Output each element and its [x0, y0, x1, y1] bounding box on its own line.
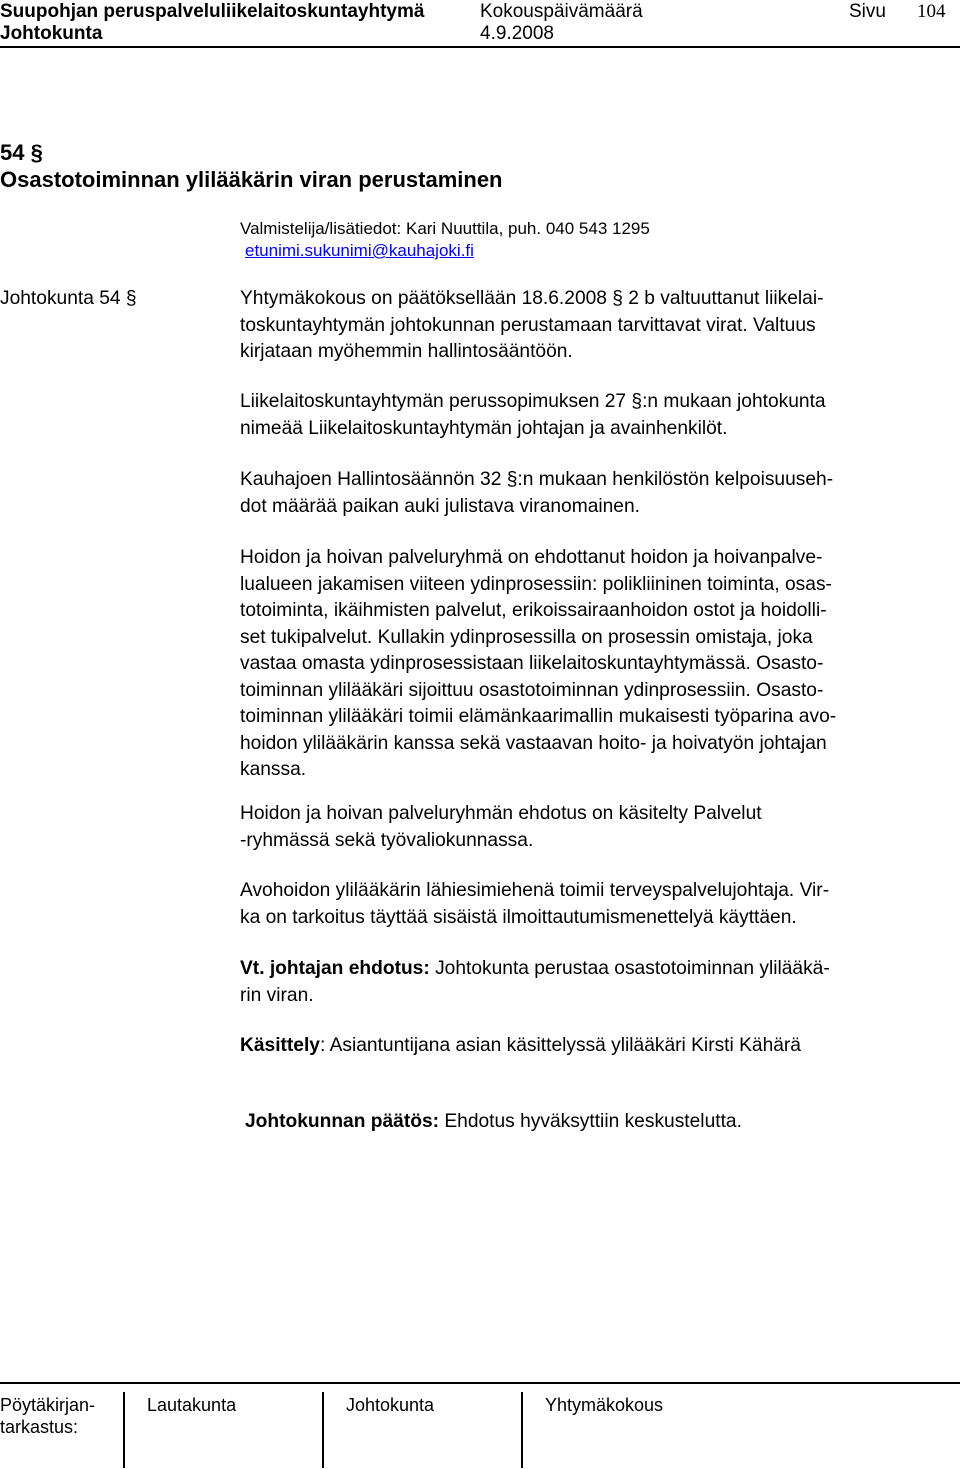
paragraph-6 — [240, 878, 940, 931]
header-org: Suupohjan peruspalveluliikelaitoskuntayhtymä — [0, 1, 425, 22]
preparer-email-link[interactable]: etunimi.sukunimi@kauhajoki.fi — [245, 241, 474, 260]
paragraph-3 — [240, 467, 940, 520]
text-line: Avohoidon ylilääkärin lähiesimiehenä toimii terveyspalvelujohtaja. Vir- — [240, 880, 830, 901]
footer-divider — [521, 1392, 523, 1468]
text-line: Liikelaitoskuntayhtymän perussopimuksen 27 §:n mukaan johtokunta — [240, 391, 826, 412]
text-line: -ryhmässä sekä työvaliokunnassa. — [240, 829, 534, 851]
proposal — [240, 956, 940, 1009]
handling-label: Käsittely — [240, 1035, 320, 1056]
meeting-reference: Johtokunta 54 § — [0, 288, 137, 309]
footer-review-label-2: tarkastus: — [0, 1417, 79, 1437]
header-page-number: 104 — [917, 1, 946, 22]
decision-text: Ehdotus hyväksyttiin keskustelutta. — [439, 1111, 742, 1132]
proposal-line-2: rin viran. — [240, 984, 314, 1006]
text-line: toskuntayhtymän johtokunnan perustamaan tarvittavat virat. Valtuus — [240, 314, 816, 336]
text-line: toiminnan ylilääkäri sijoittuu osastotoiminnan ydinprosessiin. Osasto- — [240, 679, 824, 701]
proposal-text: Johtokunta perustaa osastotoiminnan ylilääkä- — [429, 958, 830, 979]
text-line: toiminnan ylilääkäri toimii elämänkaarimallin mukaisesti työparina avo- — [240, 706, 837, 727]
footer-executive: Johtokunta — [346, 1395, 435, 1415]
footer-rule — [0, 1382, 960, 1384]
text-line: nimeää Liikelaitoskuntayhtymän johtajan ja avainhenkilöt. — [240, 417, 728, 439]
decision-label: Johtokunnan päätös: — [245, 1111, 440, 1132]
decision — [245, 1109, 945, 1136]
paragraph-2 — [240, 389, 940, 442]
footer-review-label: Pöytäkirjan- — [0, 1395, 96, 1415]
header-rule — [0, 46, 960, 48]
text-line: ka on tarkoitus täyttää sisäistä ilmoittautumismenettelyä käyttäen. — [240, 906, 797, 928]
paragraph-1 — [240, 286, 940, 366]
footer-board: Lautakunta — [147, 1395, 237, 1415]
header-date: 4.9.2008 — [480, 23, 554, 44]
paragraph-5 — [240, 801, 940, 854]
text-line: totoiminta, ikäihmisten palvelut, erikoissairaanhoidon ostot ja hoidolli- — [240, 600, 827, 621]
text-line: set tukipalvelut. Kullakin ydinprosessilla on prosessin omistaja, joka — [240, 626, 813, 648]
footer-divider — [322, 1392, 324, 1468]
footer-divider — [123, 1392, 125, 1468]
text-line: hoidon ylilääkärin kanssa sekä vastaavan hoito- ja hoivatyön johtajan — [240, 732, 827, 754]
paragraph-4 — [240, 545, 940, 784]
text-line: kanssa. — [240, 759, 307, 780]
footer-assembly: Yhtymäkokous — [545, 1395, 664, 1415]
section-title: Osastotoiminnan ylilääkärin viran perustaminen — [0, 167, 503, 192]
section-number: 54 § — [0, 140, 43, 165]
text-line: kirjataan myöhemmin hallintosääntöön. — [240, 341, 573, 362]
preparer-info: Valmistelija/lisätiedot: Kari Nuuttila, puh. 040 543 1295 — [240, 219, 650, 238]
text-line: lualueen jakamisen viiteen ydinprosessiin: polikliininen toiminta, osas- — [240, 573, 832, 595]
proposal-line-1 — [240, 956, 940, 983]
handling-text: : Asiantuntijana asian käsittelyssä ylilääkäri Kirsti Kähärä — [319, 1035, 801, 1056]
proposal-label: Vt. johtajan ehdotus: — [240, 958, 430, 979]
text-line: vastaa omasta ydinprosessistaan liikelaitoskuntayhtymässä. Osasto- — [240, 653, 824, 674]
handling — [240, 1033, 940, 1060]
text-line: Hoidon ja hoivan palveluryhmän ehdotus on käsitelty Palvelut — [240, 803, 762, 824]
text-line: Yhtymäkokous on päätöksellään 18.6.2008 § 2 b valtuuttanut liikelai- — [240, 288, 824, 309]
text-line: dot määrää paikan auki julistava viranomainen. — [240, 495, 640, 517]
text-line: Kauhajoen Hallintosäännön 32 §:n mukaan henkilöstön kelpoisuuseh- — [240, 469, 834, 490]
header-body: Johtokunta — [0, 23, 103, 44]
text-line: Hoidon ja hoivan palveluryhmä on ehdottanut hoidon ja hoivanpalve- — [240, 547, 823, 568]
header-page-label: Sivu — [849, 1, 886, 22]
header-date-label: Kokouspäivämäärä — [480, 1, 643, 22]
